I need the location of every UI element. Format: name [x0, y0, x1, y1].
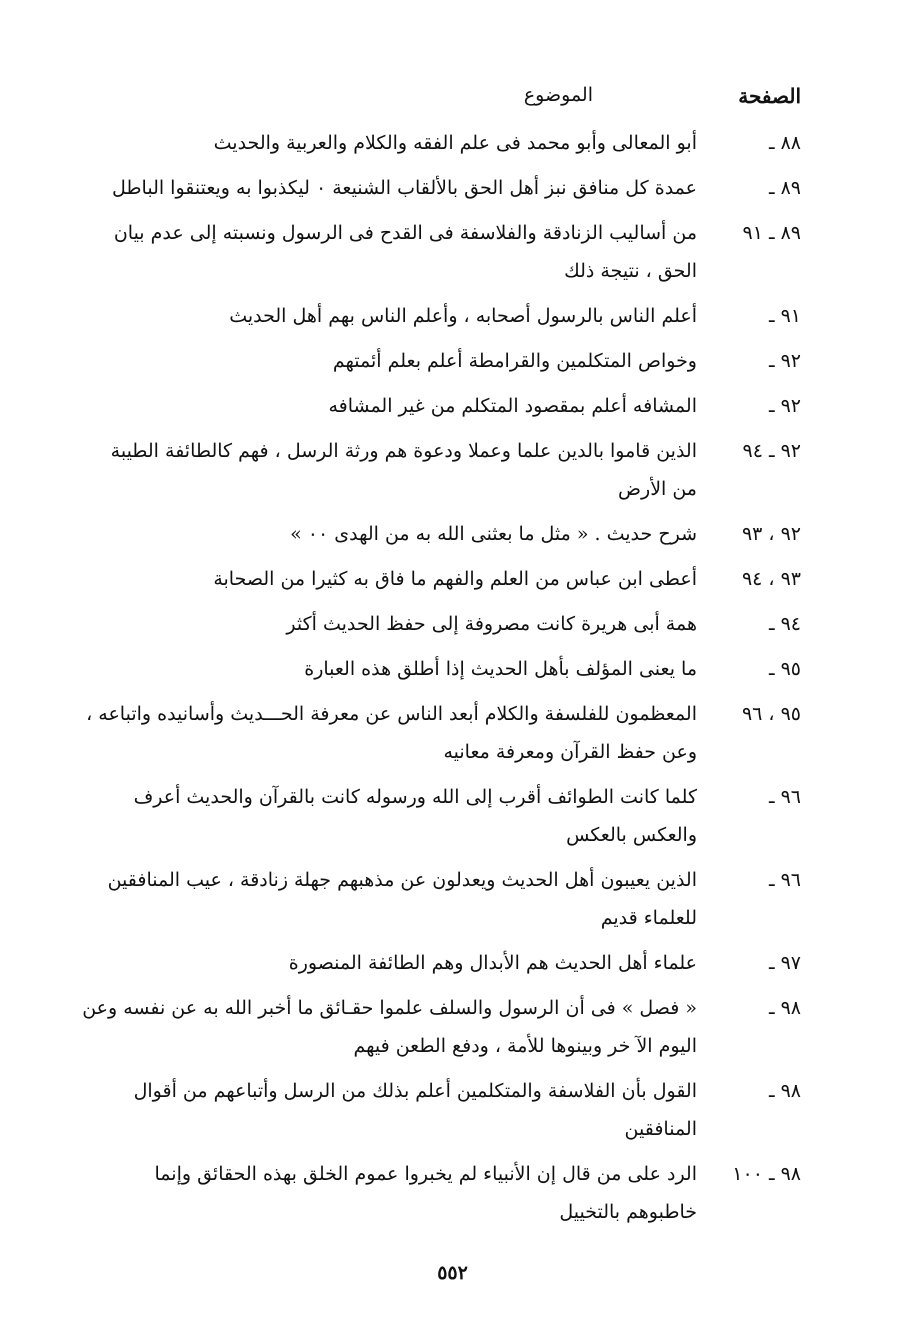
index-entry: [81, 560, 801, 598]
entry-topic-text: القول بأن الفلاسفة والمتكلمين أعلم بذلك من الرسل وأتباعهم من أقوال المنافقين: [133, 1080, 697, 1140]
entry-page-ref: ٩٨ ـ: [768, 997, 801, 1019]
index-entry: [81, 297, 801, 335]
index-entry: [81, 169, 801, 207]
entry-topic-text: عمدة كل منافق نبز أهل الحق بالألقاب الشنيعة ٠ ليكذبوا به ويعتنقوا الباطل: [112, 177, 697, 199]
entry-topic-text: كلما كانت الطوائف أقرب إلى الله ورسوله كانت بالقرآن والحديث أعرف والعكس بالعكس: [133, 786, 697, 846]
index-entry: [81, 778, 801, 854]
entry-page-ref: ٩٨ ـ: [768, 1080, 801, 1102]
index-entry: [81, 342, 801, 380]
index-entry: [81, 989, 801, 1065]
index-entry: [81, 1155, 801, 1231]
index-entry: [81, 944, 801, 982]
entry-page-ref: ٩٥ ـ: [768, 658, 801, 680]
entry-page-ref: ٩٥ ، ٩٦: [741, 703, 801, 725]
entry-topic-text: علماء أهل الحديث هم الأبدال وهم الطائفة المنصورة: [288, 952, 697, 974]
index-entry: [81, 861, 801, 937]
page-column-header: الصفحة: [738, 84, 801, 108]
entry-page-ref: ٩٨ ـ ١٠٠: [732, 1163, 801, 1185]
entry-topic-text: أبو المعالى وأبو محمد فى علم الفقه والكلام والعربية والحديث: [213, 132, 697, 154]
entry-topic-text: الذين يعيبون أهل الحديث ويعدلون عن مذهبهم جهلة زنادقة ، عيب المنافقين للعلماء قديم: [107, 869, 697, 929]
entry-topic-text: من أساليب الزنادقة والفلاسفة فى القدح فى الرسول ونسبته إلى عدم بيان الحق ، نتيجة ذلك: [113, 222, 697, 282]
topic-column-header: الموضوع: [523, 84, 593, 106]
index-entry: [81, 1072, 801, 1148]
index-entry: [81, 650, 801, 688]
entry-topic-text: الذين قاموا بالدين علما وعملا ودعوة هم ورثة الرسل ، فهم كالطائفة الطيبة من الأرض: [110, 440, 697, 500]
entry-topic-text: وخواص المتكلمين والقرامطة أعلم بعلم أئمتهم: [332, 350, 697, 372]
index-entry: [81, 124, 801, 162]
entry-topic-text: الرد على من قال إن الأنبياء لم يخبروا عموم الخلق بهذه الحقائق وإنما خاطبوهم بالتخييل: [154, 1163, 697, 1223]
entry-topic-text: أعطى ابن عباس من العلم والفهم ما فاق به كثيرا من الصحابة: [213, 568, 697, 590]
page-number: ٥٥٢: [437, 1262, 468, 1284]
entry-page-ref: ٩٣ ، ٩٤: [741, 568, 801, 590]
entry-page-ref: ٨٨ ـ: [768, 132, 801, 154]
entry-topic-text: أعلم الناس بالرسول أصحابه ، وأعلم الناس بهم أهل الحديث: [229, 305, 697, 327]
index-entry: [81, 432, 801, 508]
entry-topic-text: ما يعنى المؤلف بأهل الحديث إذا أطلق هذه العبارة: [304, 658, 697, 680]
entry-page-ref: ٩٤ ـ: [768, 613, 801, 635]
entry-page-ref: ٩٢ ـ: [768, 395, 801, 417]
entry-topic-text: همة أبى هريرة كانت مصروفة إلى حفظ الحديث أكثر: [286, 613, 697, 635]
entry-page-ref: ٩٢ ، ٩٣: [741, 523, 801, 545]
entry-page-ref: ٨٩ ـ: [768, 177, 801, 199]
entry-topic-text: شرح حديث . « مثل ما بعثنى الله به من الهدى ٠٠ »: [290, 523, 697, 545]
index-entry: [81, 695, 801, 771]
entry-page-ref: ٩٦ ـ: [768, 869, 801, 891]
entry-page-ref: ٨٩ ـ ٩١: [742, 222, 801, 244]
entry-page-ref: ٩١ ـ: [768, 305, 801, 327]
index-entry: [81, 214, 801, 290]
entry-topic-text: « فصل » فى أن الرسول والسلف علموا حقـائق ما أخبر الله به عن نفسه وعن اليوم الآ خر وبينوها للأمة ، ودفع الطعن فيهم: [82, 997, 697, 1057]
entry-page-ref: ٩٦ ـ: [768, 786, 801, 808]
entry-page-ref: ٩٢ ـ ٩٤: [742, 440, 801, 462]
entry-topic-text: المشافه أعلم بمقصود المتكلم من غير المشافه: [328, 395, 697, 417]
entry-page-ref: ٩٧ ـ: [768, 952, 801, 974]
index-entry: [81, 387, 801, 425]
index-entries: [81, 124, 801, 1238]
index-entry: [81, 605, 801, 643]
index-entry: [81, 515, 801, 553]
entry-page-ref: ٩٢ ـ: [768, 350, 801, 372]
entry-topic-text: المعظمون للفلسفة والكلام أبعد الناس عن معرفة الحـــديث وأسانيده واتباعه ، وعن حفظ القرآن ومعرفة معانيه: [86, 703, 697, 763]
